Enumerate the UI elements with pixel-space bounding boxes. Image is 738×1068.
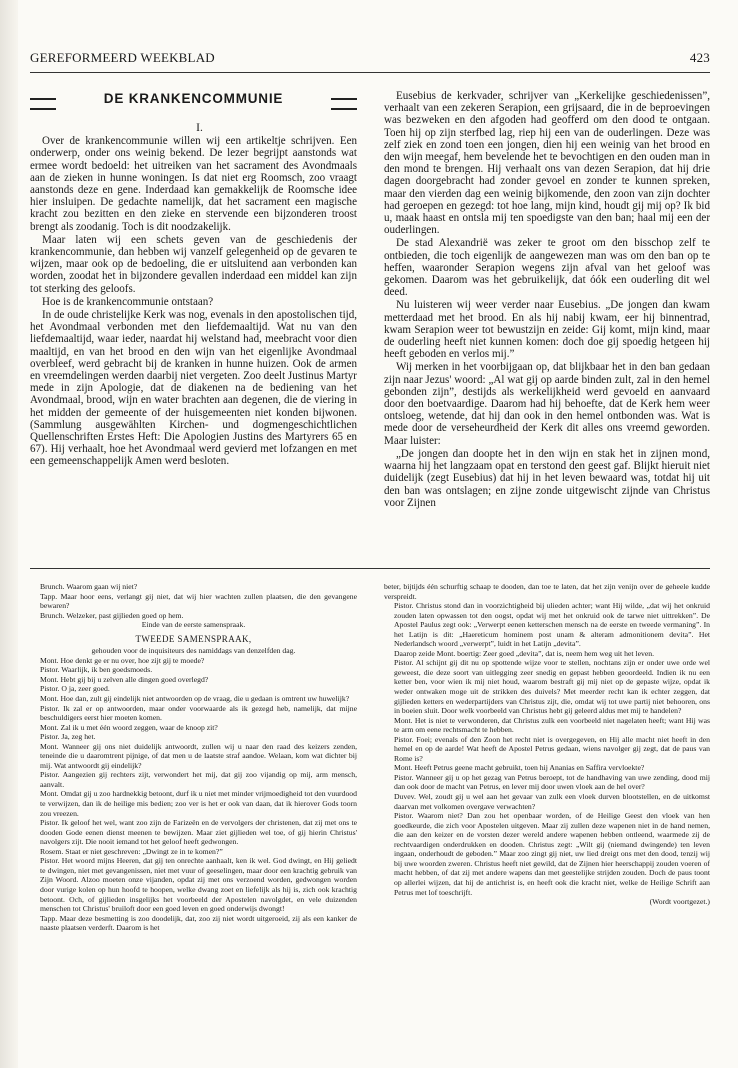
dialogue-line: beter, bijtijds één schurftig schaap te dooden, dan toe te laten, dat het zijn venijn over de geheele kudde verspreidt. (384, 582, 710, 601)
dialogue-line: Mont. Zal ik u met één woord zeggen, waar de knoop zit? (40, 722, 218, 732)
end-note: Einde van de eerste samenspraak. (141, 620, 246, 630)
dialogue-line: Mont. Wanneer gij ons niet duidelijk antwoordt, zullen wij u naar den raad des keizers zenden, teneinde die u daaromtrent pijnige, of dat men u de laatste straf aandoe. Welaan, kom wat dichter bij mij. Wat antwoordt gij eindelijk? (40, 741, 357, 770)
paragraph: Maar laten wij een schets geven van de geschiedenis der krankencommunie, dan hebben wij vanzelf gelegenheid op de gevaren te wijzen, maar ook op de bedoeling, die er uitsluitend aan verbonden kan worden, zoodat het in bijzondere gevallen inderdaad een middel kan zijn tot sterking des geloofs. (30, 233, 357, 295)
dialogue-line: Rosem. Staat er niet geschreven: „Dwingt ze in te komen?” (40, 846, 223, 856)
paragraph: Wij merken in het voorbijgaan op, dat blijkbaar het in den ban gedaan zijn naar Jezus' woord: „Al wat gij op aarde binden zult, zal in den hemel gebonden zijn”, destijds als werkelijkheid werd gevoeld en aanvaard door den boetvaardige. Daarom had hij behoefte, dat de Kerk hem weer ontsloeg, wetende, dat hij dan ook in den hemel ontbonden was. Wat is mede door de verseheurdheid der Kerk dit alles ons vreemd geworden. Maar luister: (384, 361, 710, 447)
dialogue-line: Pistor. Wanneer gij u op het gezag van Petrus beroept, tot de handhaving van uwe zending, dood mij dan ook door de macht van Petrus, en lever mij door uwen vloek aan de hel over? (394, 772, 710, 792)
paragraph: Nu luisteren wij weer verder naar Eusebius. „De jongen dan kwam metterdaad met het brood. En als hij nabij kwam, eer hij binnentrad, kwam Serapion weer tot bewustzijn en zeide: Gij komt, mijn kind, maar de ouderling heeft niet kunnen komen: doch doe gij spoedig hetgeen hij heeft geboden en verlos mij.” (384, 299, 710, 361)
dialogue-line: Duvev. Wel, zoudt gij u wel aan het gevaar van zulk een vloek durven blootstellen, en de uitkomst daarvan met volkomen overgave verwachten? (394, 792, 710, 811)
dialogue-line: Mont. Omdat gij u zoo hardnekkig betoont, durf ik u niet met minder vrijmoedigheid tot den vuurdood te verwijzen, dan ik de heilige mis bedien; zoo ver is het er ook van daan, dat ik hierover Gods toorn zou vreezen. (40, 789, 357, 818)
dialogue-line: Pistor. Ik geloof het wel, want zoo zijn de Farizeën en de vervolgers der christenen, dat zij met ons te dooden Gode eenen dienst meenen te bewijzen. Maar ziet gijlieden wel toe, of gij hierin Christus' navolgers zijt. Die nooit iemand tot het geloof heeft gedwongen. (40, 818, 357, 847)
article-title: DE KRANKENCOMMUNIE (103, 91, 284, 106)
dialogue-left-column (30, 582, 357, 933)
publication-title: GEREFORMEERD WEEKBLAD (30, 50, 215, 65)
page-number: 423 (689, 50, 710, 65)
paragraph: In de oude christelijke Kerk was nog, evenals in den apostolischen tijd, het Avondmaal verbonden met den liefdemaaltijd. Wat nu van den liefdemaaltijd, waar ieder, naardat hij welstand had, meebracht voor dien maaltijd, en van het brood en den wijn van het eigenlijke Avondmaal overbleef, werd gebracht bij de kranken in hunne huizen. Ook de armen en vreemdelingen werden daarbij niet vergeten. Zoo deelt Justinus Martyr mede in zijn Apologie, dat de diakenen na de bediening van het Avondmaal, brood, wijn en water brachten aan degenen, die de viering in het midden der gemeente of der huisgemeenten niet konden bijwonen. (Sammlung ausgewählten Kirchen- und dogmengeschichtlichen Quellenschriften Erstes Heft: Die Apologien Justins des Martyrers 65 en 67). Hij verhaalt, hoe het Avondmaal werd gevierd met lofzangen en met een gemeenschappelijk Amen werd besloten. (30, 309, 357, 468)
article-title-box (30, 90, 357, 116)
dialogue-line: Mont. Hoe denkt ge er nu over, hoe zijt gij te moede? (40, 655, 205, 665)
dialogue-line: Tapp. Maar hoor eens, verlangt gij niet, dat wij hier wachten zullen plaatsen, die den gevangene bewaren? (40, 591, 357, 611)
dialogue-line: Pistor. O ja, zeer goed. (40, 684, 110, 694)
dialogue-line: Brunch. Welzeker, past gijlieden goed op hem. (40, 610, 184, 620)
dialogue-line: Pistor. Ja, zeg het. (40, 732, 96, 742)
section-divider (30, 568, 710, 569)
header-rule (30, 72, 710, 73)
dialogue-line: Daarop zeide Mont. boertig: Zeer goed „devita”, dat is, neem hem weg uit het leven. (394, 648, 654, 658)
dialogue-line: Mont. Heeft Petrus geene macht gebruikt, toen hij Ananias en Saffira vervloekte? (394, 763, 645, 773)
article-left-column (30, 90, 357, 469)
dialogue-line: Pistor. Waarom niet? Dan zou het openbaar worden, of de Heilige Geest den vloek van hen goedkeurde, die zich voor Apostelen uitgeven. Maar zij zullen deze wapenen niet in de hand nemen, die aan den keizer en de vorsten dezer wereld andere wapenen hebben ontleend, waarmede zij de rechtvaardigen onderdrukken en dooden. Christus zegt: „Wilt gij (niemand dwingende) ten leven ingaan, onderhoudt de geboden.” Maar zoo zingt gij niet, uw lied dreigt ons met den dood, tenzij wij bij uwe woorden zweren. Christus heeft niet gewild, dat de Zijnen hier heerschappij zouden voeren of macht hebben, of dat zij met andere wapens dan met geestelijke strijden zouden. Doch de paus toont op allerlei wijzen, dat hij de antichrist is, en heeft ook die kracht niet, welke de Heilige Schrift aan Petrus met lof toeschrijft. (394, 811, 710, 897)
dialogue-line: Mont. Hoe dan, zult gij eindelijk niet antwoorden op de vraag, die u gedaan is omtrent uw huwelijk? (40, 694, 350, 704)
dialogue-line: Pistor. Ik zal er op antwoorden, maar onder voorwaarde als ik gezegd heb, namelijk, dat mijne beschuldigers eerst hier moeten komen. (40, 703, 357, 723)
dialogue-line: Pistor. Christus stond dan in voorzichtigheid bij ulieden achter; want Hij wilde, „dat wij het onkruid zouden laten opwassen tot den oogst, opdat wij met het onkruid ook de tarwe niet uittrekken”. De Apostel Paulus zegt ook: „Verwerpt eenen ketterschen mensch na de eerste en tweede vermaning”. In het Latijn is dit: „Haereticum hominem post unam & alteram admonitionem devita”. Het Nederlandsch woord „verwerpt”, luidt in het Latijn „devita”. (394, 601, 710, 649)
paragraph: Hoe is de krankencommunie ontstaan? (42, 295, 214, 308)
article-right-column (384, 90, 710, 510)
title-ornament-right (331, 98, 357, 110)
running-header (30, 50, 710, 70)
page-binding-edge (0, 0, 18, 1068)
paragraph: Eusebius de kerkvader, schrijver van „Kerkelijke geschiedenissen”, verhaalt van een zekeren Serapion, een grijsaard, die in de beproevingen was bezweken en den afgoden had geofferd om den dood te ontgaan. Toen hij op zijn sterfbed lag, riep hij een van de ouderlingen. Deze was zelf ziek en zond toen een jongen, dien hij een weinig van het brood en den wijn meegaf, hem bevelende het te bevochtigen en den ouden man in den mond te brengen. Hij verhaalt ons van dezen Serapion, dat hij drie dagen doorgebracht had zonder gevoel en zonder te kunnen spreken, maar den vierden dag een weinig bijkomende, den zoon van zijn dochter had geroepen en gezegd: tot hoe lang, mijn kind, houdt gij mij op? Ik bid u, maak haast en ontsla mij ten spoedigste van den ban; haal mij een der ouderlingen. (384, 90, 710, 237)
section-number: I. (196, 122, 203, 134)
dialogue-subheading: gehouden voor de inquisiteurs des namiddags van denzelfden dag. (91, 646, 296, 656)
paragraph: Over de krankencommunie willen wij een artikeltje schrijven. Een onderwerp, onder ons weinig bekend. De lezer begrijpt aanstonds wat ermee wordt bedoeld: het uitreiken van het sacrament des Avondmaals aan de zieken in hunne woningen. Is dat niet erg Roomsch, zoo vraagt aanstonds deze en gene. Inderdaad kan gemakkelijk de Roomsche idee hier insluipen. De gedachte namelijk, dat het sacrament een magische kracht zou bezitten en den zieke en stervende een bijzonderen troost brengt als zoodanig. Toch is dit noodzakelijk. (30, 135, 357, 233)
dialogue-line: Pistor. Al schijnt gij dit nu op spottende wijze voor te stellen, nochtans zijn er onder uwe orde wel geweest, die deze soort van uitlegging zeer snedig en gepast hebben geoordeeld. Indien ik nu een ketter ben, voor wien ik mij niet houd, waarom bestraft gij mij niet op de gepaste wijze, opdat ik weder ontwaken moge uit de strikken des duivels? Met meerder recht kan ik echter zeggen, dat gijlieden ketters en wederpartijders van Christus zijt, die, omdat wij tot uwe partij niet behooren, ons in boeien sluit. Door welk voorbeeld van Christus hebt gij geleerd aldus met mij te handelen? (394, 658, 710, 716)
dialogue-line: Pistor. Het woord mijns Heeren, dat gij ten onrechte aanhaalt, ken ik wel. God dwingt, en Hij geliedt te dwingen, niet met gevangenissen, niet met vuur of geeselingen, maar door een krachtig gebruik van Zijn Woord. Alzoo moeten onze vijanden, opdat zij met ons verzoend worden, gedwongen worden door vurige kolen op hun hoofd te hoopen, welke dwang zoet en liefelijk als hij is, zich ook krachtig betoont. Och, of gijlieden insgelijks het voorbeeld der Apostelen navolgdet, en vele duizenden menschen tot Christus' bruiloft door een goed leven en goed onderwijs dwongt! (40, 856, 357, 914)
paragraph: „De jongen dan doopte het in den wijn en stak het in zijnen mond, waarna hij het langzaam opat en terstond den geest gaf. Blijkt hieruit niet duidelijk (zegt Eusebius) dat hij in het leven bewaard was, totdat hij uit den ban was ontslagen; en zijne zonde uitgewischt zijnde van Christus voor Zijnen (384, 447, 710, 509)
continued-note: (Wordt voortgezet.) (649, 897, 710, 907)
dialogue-heading: TWEEDE SAMENSPRAAK, (135, 633, 252, 644)
paragraph: De stad Alexandrië was zeker te groot om den bisschop zelf te ontbieden, die toch eigenlijk de aangewezen man was om den ban op te heffen, waaronder Serapion wegens zijn afval van het geloof was gekomen. Daarom was het gebruikelijk, dat óók een ouderling dit wel deed. (384, 237, 710, 299)
title-ornament-left (30, 98, 56, 110)
dialogue-line: Pistor. Waarlijk, ik ben goedsmoeds. (40, 665, 153, 675)
dialogue-line: Brunch. Waarom gaan wij niet? (40, 582, 138, 591)
dialogue-line: Pistor. Foei; evenals of den Zoon het recht niet is overgegeven, en Hij alle macht niet heeft in den hemel en op de aarde! Wat heeft de Apostel Petrus gedaan, wiens navolger gij zegt, dat de paus van Rome is? (394, 734, 710, 763)
dialogue-line: Mont. Hebt gij bij u zelven alle dingen goed overlegd? (40, 674, 209, 684)
dialogue-line: Pistor. Aangezien gij rechters zijt, verwondert het mij, dat gij zoo vijandig op mij, arm mensch, aanvalt. (40, 770, 357, 789)
dialogue-line: Mont. Het is niet te verwonderen, dat Christus zulk een voorbeeld niet nagelaten heeft; want Hij was te arm om eene rechtsmacht te hebben. (394, 715, 710, 735)
dialogue-line: Tapp. Maar deze besmetting is zoo doodelijk, dat, zoo zij niet wordt uitgeroeid, zij als een kanker de naaste plaatsen verderft. Daarom is het (40, 913, 357, 933)
dialogue-right-column (384, 582, 710, 907)
